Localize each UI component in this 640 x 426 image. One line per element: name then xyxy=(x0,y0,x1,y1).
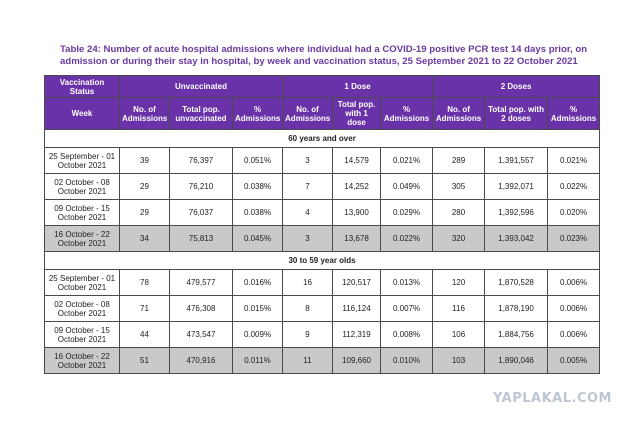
table-cell: 1,393,042 xyxy=(485,226,548,252)
week-cell: 25 September - 01 October 2021 xyxy=(45,270,120,296)
table-cell: 1,391,557 xyxy=(485,148,548,174)
table-cell: 476,308 xyxy=(170,296,233,322)
column-header: No. of Admissions xyxy=(283,98,333,130)
table-cell: 0.006% xyxy=(548,296,600,322)
table-cell: 0.045% xyxy=(233,226,283,252)
table-row xyxy=(45,348,600,374)
table-cell: 8 xyxy=(283,296,333,322)
table-cell: 0.015% xyxy=(233,296,283,322)
table-cell: 0.007% xyxy=(381,296,433,322)
column-header: Total pop. with 1 dose xyxy=(333,98,381,130)
table-row xyxy=(45,174,600,200)
header-row-columns xyxy=(45,98,600,130)
section-row xyxy=(45,130,600,148)
table-cell: 39 xyxy=(120,148,170,174)
week-cell: 09 October - 15 October 2021 xyxy=(45,200,120,226)
table-cell: 103 xyxy=(433,348,485,374)
table-cell: 0.005% xyxy=(548,348,600,374)
table-cell: 1,392,596 xyxy=(485,200,548,226)
table-cell: 109,660 xyxy=(333,348,381,374)
table-cell: 13,678 xyxy=(333,226,381,252)
table-cell: 305 xyxy=(433,174,485,200)
table-cell: 0.022% xyxy=(381,226,433,252)
admissions-table xyxy=(44,75,600,374)
table-cell: 7 xyxy=(283,174,333,200)
table-cell: 0.021% xyxy=(381,148,433,174)
column-header: % Admissions xyxy=(233,98,283,130)
table-cell: 0.038% xyxy=(233,200,283,226)
table-cell: 11 xyxy=(283,348,333,374)
table-cell: 0.021% xyxy=(548,148,600,174)
table-cell: 16 xyxy=(283,270,333,296)
table-cell: 76,210 xyxy=(170,174,233,200)
table-cell: 280 xyxy=(433,200,485,226)
table-row xyxy=(45,270,600,296)
table-cell: 0.006% xyxy=(548,322,600,348)
table-cell: 14,579 xyxy=(333,148,381,174)
table-cell: 44 xyxy=(120,322,170,348)
week-cell: 16 October - 22 October 2021 xyxy=(45,226,120,252)
week-cell: 02 October - 08 October 2021 xyxy=(45,296,120,322)
column-header: No. of Admissions xyxy=(433,98,485,130)
week-cell: 02 October - 08 October 2021 xyxy=(45,174,120,200)
section-title: 60 years and over xyxy=(45,130,600,148)
column-header: Total pop. with 2 doses xyxy=(485,98,548,130)
table-cell: 0.020% xyxy=(548,200,600,226)
table-cell: 76,037 xyxy=(170,200,233,226)
week-header: Week xyxy=(45,98,120,130)
table-cell: 1,392,071 xyxy=(485,174,548,200)
table-cell: 116,124 xyxy=(333,296,381,322)
watermark-text: YAPLAKAL.COM xyxy=(493,391,612,406)
table-cell: 112,319 xyxy=(333,322,381,348)
table-cell: 120,517 xyxy=(333,270,381,296)
table-cell: 289 xyxy=(433,148,485,174)
one-dose-header: 1 Dose xyxy=(283,76,433,98)
table-cell: 75,813 xyxy=(170,226,233,252)
table-cell: 0.029% xyxy=(381,200,433,226)
table-cell: 0.022% xyxy=(548,174,600,200)
table-cell: 9 xyxy=(283,322,333,348)
table-cell: 14,252 xyxy=(333,174,381,200)
table-cell: 120 xyxy=(433,270,485,296)
table-cell: 0.051% xyxy=(233,148,283,174)
column-header: % Admissions xyxy=(548,98,600,130)
header-row-groups xyxy=(45,76,600,98)
table-cell: 4 xyxy=(283,200,333,226)
unvaccinated-header: Unvaccinated xyxy=(120,76,283,98)
table-cell: 3 xyxy=(283,226,333,252)
table-cell: 78 xyxy=(120,270,170,296)
table-cell: 13,900 xyxy=(333,200,381,226)
table-row xyxy=(45,226,600,252)
table-cell: 0.013% xyxy=(381,270,433,296)
two-doses-header: 2 Doses xyxy=(433,76,600,98)
week-cell: 25 September - 01 October 2021 xyxy=(45,148,120,174)
table-cell: 3 xyxy=(283,148,333,174)
table-cell: 1,870,528 xyxy=(485,270,548,296)
table-cell: 479,577 xyxy=(170,270,233,296)
week-cell: 09 October - 15 October 2021 xyxy=(45,322,120,348)
table-cell: 71 xyxy=(120,296,170,322)
table-cell: 0.008% xyxy=(381,322,433,348)
vaccination-status-header: Vaccination Status xyxy=(45,76,120,98)
table-cell: 1,890,046 xyxy=(485,348,548,374)
table-caption: Table 24: Number of acute hospital admissions where individual had a COVID-19 positive PCR test 14 days prior, on admission or during their stay in hospital, by week and vaccination status, 25 September 2021 to 22 October 2021 xyxy=(60,44,588,67)
table-row xyxy=(45,148,600,174)
table-cell: 320 xyxy=(433,226,485,252)
column-header: % Admissions xyxy=(381,98,433,130)
table-cell: 1,884,756 xyxy=(485,322,548,348)
column-header: Total pop. unvaccinated xyxy=(170,98,233,130)
table-cell: 34 xyxy=(120,226,170,252)
table-cell: 0.009% xyxy=(233,322,283,348)
table-cell: 0.016% xyxy=(233,270,283,296)
table-row xyxy=(45,322,600,348)
table-cell: 0.038% xyxy=(233,174,283,200)
table-cell: 76,397 xyxy=(170,148,233,174)
table-cell: 29 xyxy=(120,174,170,200)
table-row xyxy=(45,200,600,226)
table-cell: 51 xyxy=(120,348,170,374)
column-header: No. of Admissions xyxy=(120,98,170,130)
table-cell: 0.049% xyxy=(381,174,433,200)
section-row xyxy=(45,252,600,270)
table-cell: 0.010% xyxy=(381,348,433,374)
table-cell: 470,916 xyxy=(170,348,233,374)
table-cell: 106 xyxy=(433,322,485,348)
table-cell: 29 xyxy=(120,200,170,226)
table-cell: 116 xyxy=(433,296,485,322)
table-cell: 0.023% xyxy=(548,226,600,252)
table-cell: 0.006% xyxy=(548,270,600,296)
table-row xyxy=(45,296,600,322)
section-title: 30 to 59 year olds xyxy=(45,252,600,270)
week-cell: 16 October - 22 October 2021 xyxy=(45,348,120,374)
table-body xyxy=(45,130,600,374)
table-cell: 473,547 xyxy=(170,322,233,348)
table-cell: 1,878,190 xyxy=(485,296,548,322)
table-cell: 0.011% xyxy=(233,348,283,374)
